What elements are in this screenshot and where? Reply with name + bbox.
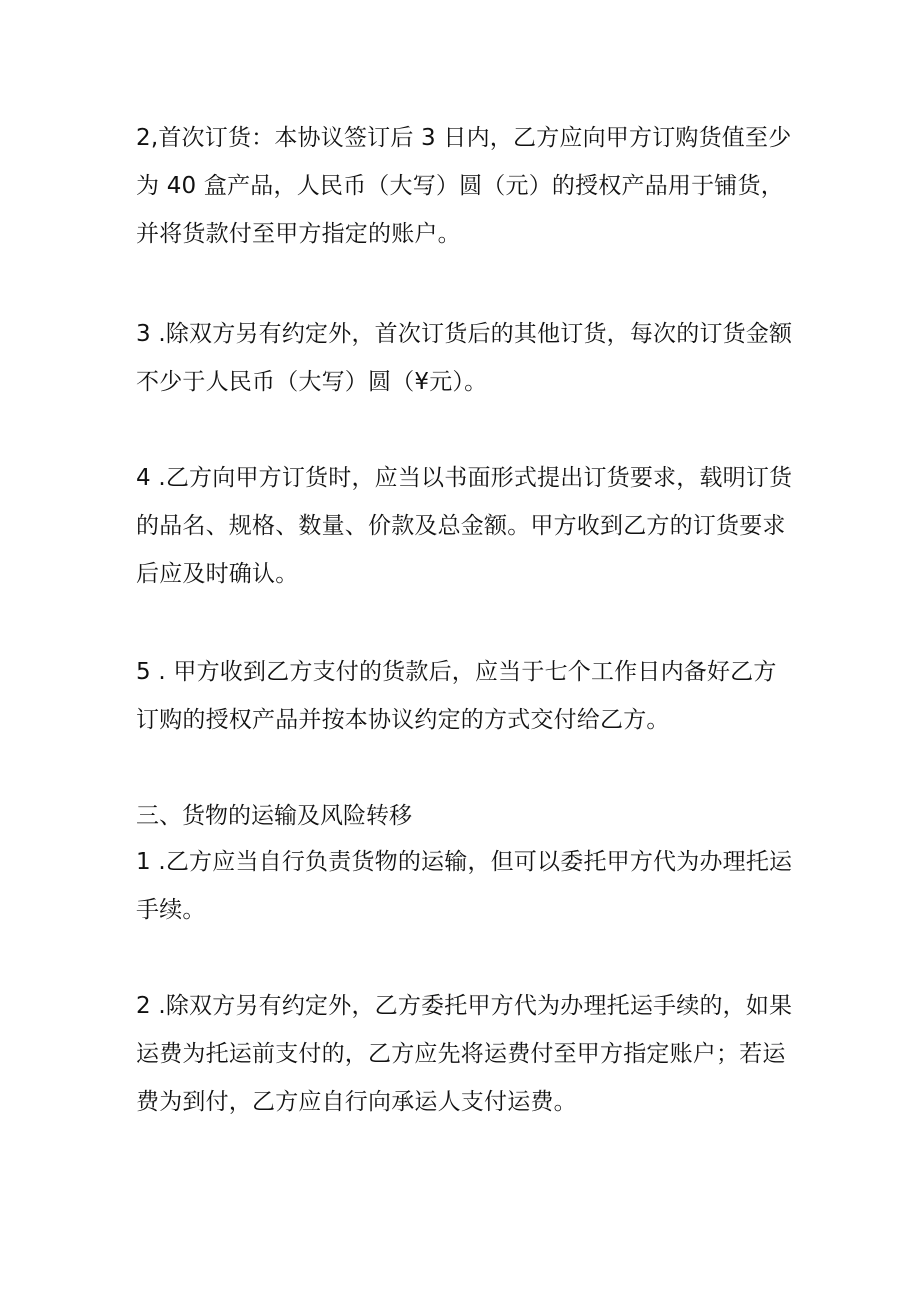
clause-line: 订购的授权产品并按本协议约定的方式交付给乙方。 — [136, 707, 670, 733]
clause-line: 4 .乙方向甲方订货时，应当以书面形式提出订货要求，载明订货 — [136, 465, 793, 491]
clause-line: 为 40 盒产品，人民币（大写）圆（元）的授权产品用于铺货， — [136, 173, 784, 199]
clause-line: 并将货款付至甲方指定的账户。 — [136, 221, 461, 247]
clause-line: 2,首次订货：本协议签订后 3 日内，乙方应向甲方订购货值至少 — [136, 125, 792, 151]
clause-line: 不少于人民币（大写）圆（¥元）。 — [136, 369, 488, 395]
clause-line: 的品名、规格、数量、价款及总金额。甲方收到乙方的订货要求 — [136, 513, 786, 539]
section-3-clause-2-freight — [136, 982, 796, 1126]
clause-2-first-order — [136, 114, 796, 258]
section-3-clause-1-transport — [136, 838, 796, 934]
clause-line: 运费为托运前支付的，乙方应先将运费付至甲方指定账户；若运 — [136, 1041, 786, 1067]
clause-line: 2 .除双方另有约定外，乙方委托甲方代为办理托运手续的，如果 — [136, 993, 793, 1019]
clause-line: 手续。 — [136, 897, 206, 923]
clause-line: 1 .乙方应当自行负责货物的运输，但可以委托甲方代为办理托运 — [136, 849, 793, 875]
clause-5-delivery — [136, 648, 796, 744]
clause-line: 后应及时确认。 — [136, 561, 299, 587]
clause-line: 3 .除双方另有约定外，首次订货后的其他订货，每次的订货金额 — [136, 321, 793, 347]
clause-4-order-request — [136, 454, 796, 598]
clause-3-subsequent-orders — [136, 310, 796, 406]
clause-line: 费为到付，乙方应自行向承运人支付运费。 — [136, 1089, 577, 1115]
clause-line: 5 . 甲方收到乙方支付的货款后，应当于七个工作日内备好乙方 — [136, 659, 777, 685]
section-3-heading: 三、货物的运输及风险转移 — [136, 803, 412, 829]
